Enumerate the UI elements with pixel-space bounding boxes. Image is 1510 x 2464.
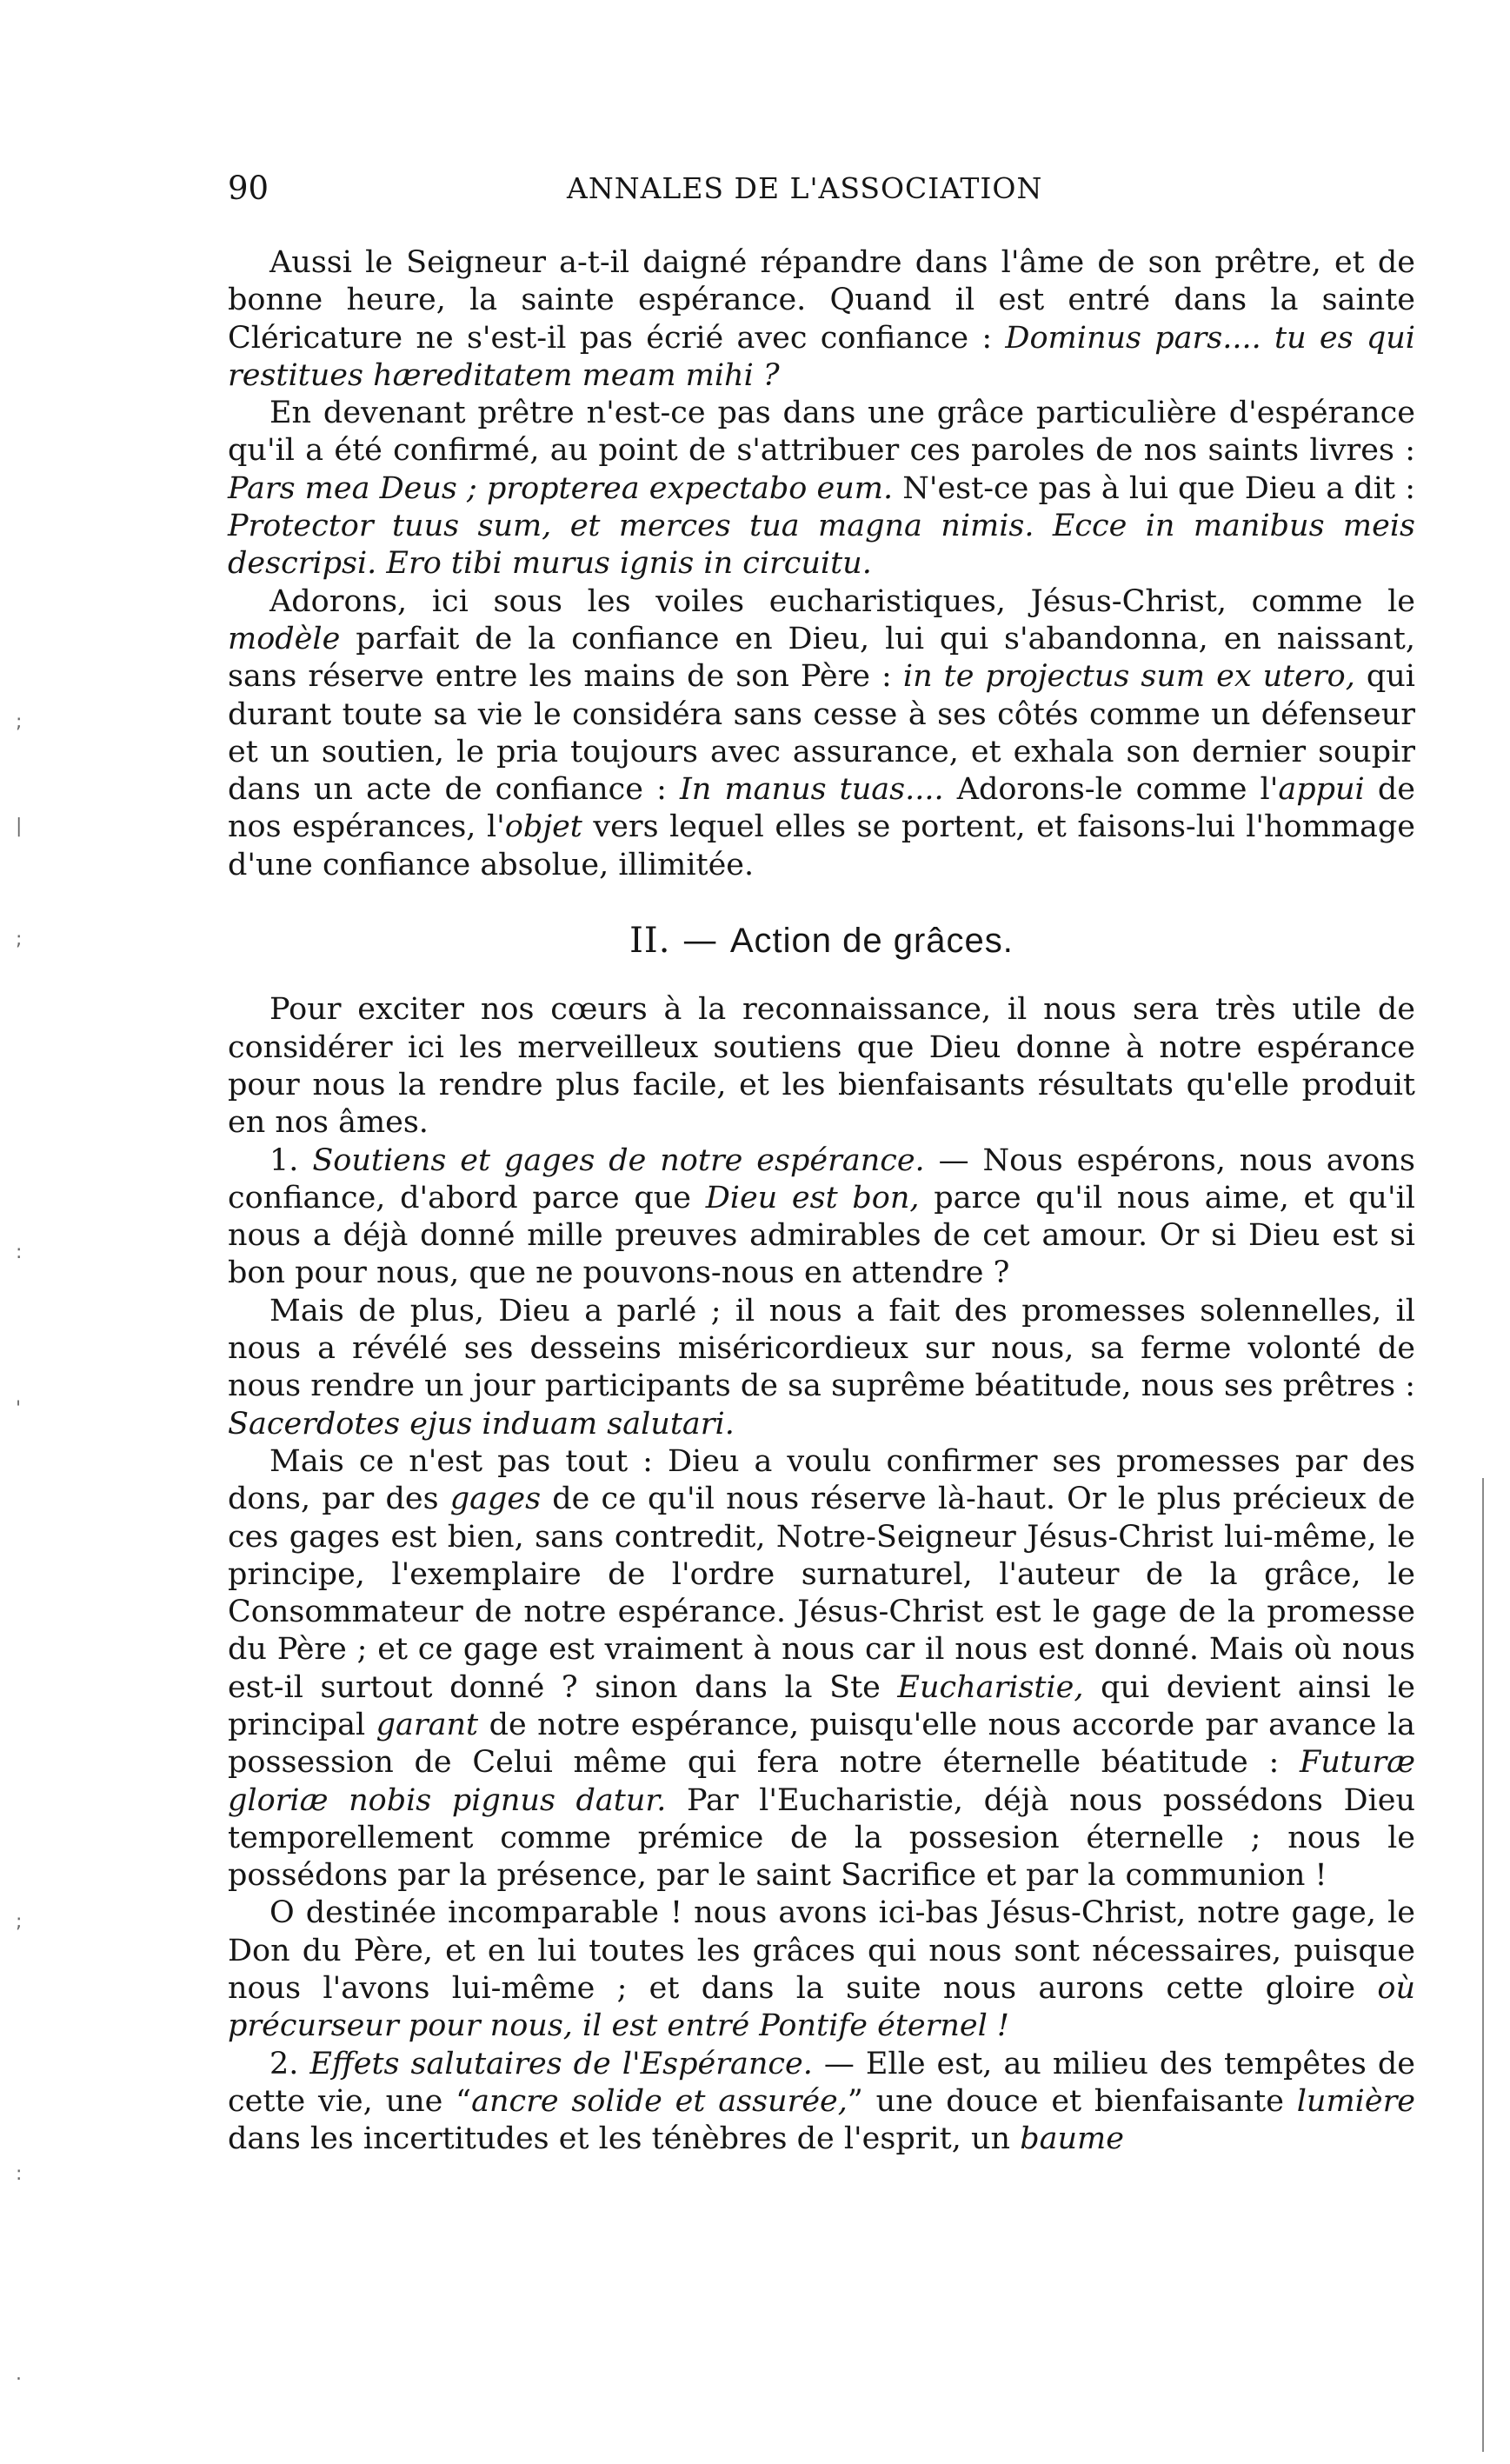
- text-run: En devenant prêtre n'est-ce pas dans une grâce particulière d'espérance qu'il a été confirmé, au point de s'attribuer ces paroles de nos saints livres :: [228, 396, 1415, 469]
- text-run: ” une douce et bienfaisante: [847, 2083, 1297, 2119]
- text-run: parce qu'il nous aime, et qu'il nous a déjà donné mille preuves admirables de cet amour. Or si Dieu est si bon pour nous, que ne pouvons-nous en attendre ?: [228, 1180, 1415, 1291]
- latin-quote: Dominus pars.... tu es qui restitues hæreditatem meam mihi ?: [228, 320, 1416, 393]
- text-run: O destinée incomparable ! nous avons ici-bas Jésus-Christ, notre gage, le Don du Père, et en lui toutes les grâces qui nous sont nécessaires, puisque nous l'avons lui-même ; et dans la suite nous aurons cette gloire: [228, 1895, 1415, 2007]
- margin-mark: ;: [16, 1911, 23, 1933]
- paragraph: [228, 1293, 1415, 1443]
- margin-mark: :: [16, 1242, 23, 1263]
- text-run: Aussi le Seigneur a-t-il daigné répandre dans l'âme de son prêtre, et de bonne heure, la sainte espérance. Quand il est entré dans la sainte Cléricature ne s'est-il pas écrié avec confiance :: [228, 245, 1415, 356]
- margin-mark: ': [16, 1398, 22, 1420]
- margin-mark: |: [16, 816, 23, 837]
- paragraph: [228, 1895, 1415, 2045]
- section-heading: [228, 922, 1415, 960]
- text-run: Mais de plus, Dieu a parlé ; il nous a fait des promesses solennelles, il nous a révélé ses desseins miséricordieux sur nous, sa ferme volonté de nous rendre un jour participants de sa suprême béatitude, nous ses prêtres :: [228, 1293, 1415, 1404]
- margin-mark: ;: [16, 929, 23, 950]
- paragraph: [228, 583, 1415, 884]
- item-number: 1.: [269, 1142, 313, 1178]
- latin-quote: Sacerdotes ejus induam salutari.: [228, 1406, 735, 1442]
- paragraph: [228, 244, 1415, 395]
- text-run: — Elle est, au milieu des tempêtes de cette vie, une “: [228, 2046, 1415, 2119]
- item-number: 2.: [269, 2046, 310, 2081]
- section-title: Action de grâces.: [729, 922, 1014, 961]
- text-run: Adorons, ici sous les voiles eucharistiques, Jésus-Christ, comme le: [269, 583, 1415, 619]
- text-run: de ce qu'il nous réserve là-haut. Or le plus précieux de ces gages est bien, sans contredit, Notre-Seigneur Jésus-Christ lui-même, le principe, l'exemplaire de l'ordre surnaturel, l'auteur de la grâce, le Consommateur de notre espérance. Jésus-Christ est le gage de la promesse du Père ; et ce gage est vraiment à nous car il nous est donné. Mais où nous est-il surtout donné ? sinon dans la Ste: [228, 1482, 1415, 1705]
- emphasis: gages: [449, 1482, 542, 1517]
- running-head: ANNALES DE L'ASSOCIATION: [567, 171, 1043, 205]
- text-run: N'est-ce pas à lui que Dieu a dit :: [893, 470, 1415, 506]
- margin-mark: ;: [16, 711, 23, 733]
- emphasis: garant: [376, 1707, 479, 1742]
- subsection-title: Effets salutaires de l'Espérance.: [309, 2046, 813, 2081]
- page-header: [228, 170, 1415, 222]
- emphasis: modèle: [228, 621, 341, 656]
- emphasis: baume: [1020, 2121, 1124, 2157]
- paragraph: [228, 2046, 1415, 2159]
- latin-quote: Futuræ gloriæ nobis pignus datur.: [228, 1745, 1415, 1818]
- text-run: de nos espérances, l': [228, 772, 1415, 845]
- emphasis: lumière: [1296, 2083, 1416, 2119]
- text-run: parfait de la confiance en Dieu, lui qui s'abandonna, en naissant, sans réserve entre les mains de son Père :: [228, 621, 1415, 695]
- text-run: dans les incertitudes et les ténèbres de l'esprit, un: [228, 2121, 1021, 2157]
- margin-mark: :: [16, 2163, 23, 2185]
- emphasis: Eucharistie,: [897, 1669, 1084, 1705]
- latin-quote: in te projectus sum ex utero,: [902, 659, 1355, 695]
- text-run: de notre espérance, puisqu'elle nous accorde par avance la possession de Celui même qui fera notre éternelle béatitude :: [228, 1707, 1415, 1781]
- paragraph: [228, 1443, 1415, 1895]
- paragraph: [228, 395, 1415, 583]
- emphasis: appui: [1278, 772, 1365, 808]
- section-number: II. —: [629, 921, 730, 962]
- paragraph: Pour exciter nos cœurs à la reconnaissance, il nous sera très utile de considérer ici les merveilleux soutiens que Dieu donne à notre espérance pour nous la rendre plus facile, et les bienfaisants résultats qu'elle produit en nos âmes.: [228, 992, 1415, 1141]
- latin-quote: Protector tuus sum, et merces tua magna nimis. Ecce in manibus meis descripsi. Ero tibi murus ignis in circuitu.: [228, 509, 1415, 582]
- subsection-title: Soutiens et gages de notre espérance.: [312, 1142, 925, 1178]
- emphasis: où précurseur pour nous, il est entré Pontife éternel !: [228, 1971, 1415, 2044]
- text-run: qui devient ainsi le principal: [228, 1669, 1415, 1742]
- text-run: Mais ce n'est pas tout : Dieu a voulu confirmer ses promesses par des dons, par des: [228, 1443, 1415, 1517]
- page-number: 90: [228, 170, 269, 207]
- latin-quote: Pars mea Deus ; propterea expectabo eum.: [228, 470, 894, 506]
- margin-rule: [1482, 1478, 1484, 2452]
- emphasis: objet: [504, 809, 582, 845]
- latin-quote: In manus tuas....: [679, 772, 944, 808]
- margin-mark: .: [16, 2363, 22, 2385]
- paragraph: [228, 1142, 1415, 1293]
- emphasis: Dieu est bon,: [705, 1180, 920, 1215]
- body-text: [228, 244, 1415, 2159]
- text-run: — Nous espérons, nous avons confiance, d'abord parce que: [228, 1142, 1415, 1215]
- emphasis: ancre solide et assurée,: [471, 2083, 848, 2119]
- text-run: vers lequel elles se portent, et faisons-lui l'hommage d'une confiance absolue, illimitée.: [228, 809, 1415, 882]
- text-run: Par l'Eucharistie, déjà nous possédons Dieu temporellement comme prémice de la possesion éternelle ; nous le possédons par la présence, par le saint Sacrifice et par la communion !: [228, 1782, 1415, 1894]
- text-run: qui durant toute sa vie le considéra sans cesse à ses côtés comme un défenseur et un soutien, le pria toujours avec assurance, et exhala son dernier soupir dans un acte de confiance :: [228, 659, 1415, 808]
- text-run: Adorons-le comme l': [943, 772, 1279, 808]
- page: [228, 170, 1415, 2159]
